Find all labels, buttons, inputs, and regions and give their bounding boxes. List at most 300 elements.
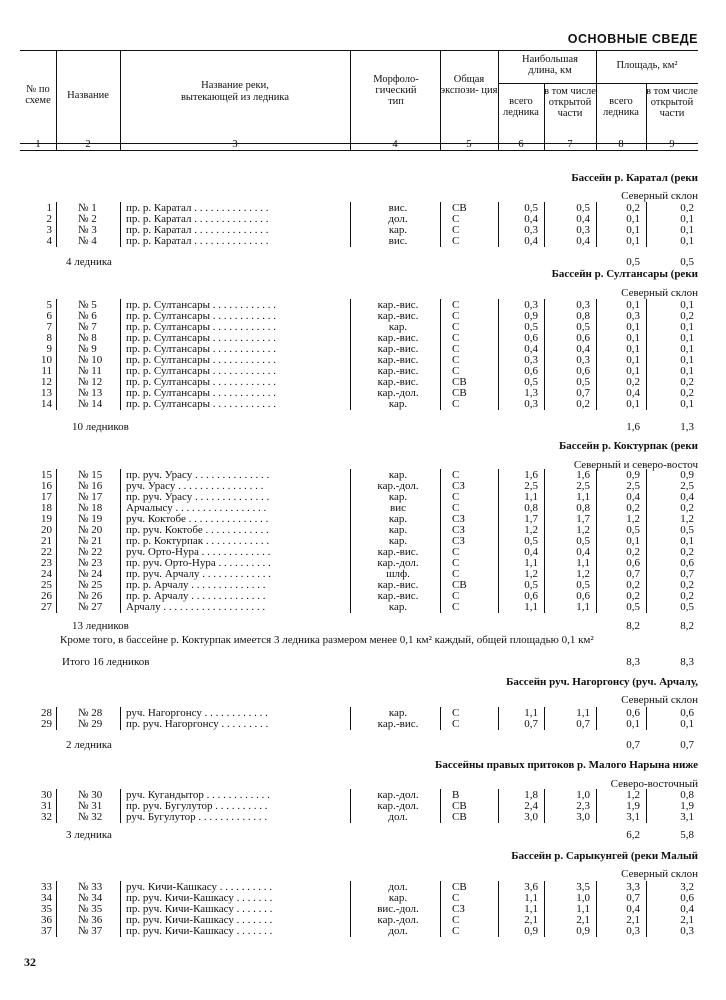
table-header (20, 50, 698, 150)
section-subtitle: Северный склон (621, 287, 698, 299)
exposition: С (452, 546, 460, 558)
area-total: 0,7 (626, 892, 640, 904)
length-total: 1,6 (524, 469, 538, 481)
area-open: 2,5 (680, 480, 694, 492)
length-open: 1,0 (576, 789, 590, 801)
column-rule (498, 469, 499, 613)
column-rule (544, 789, 545, 823)
river-name: пр. р. Арчалу . . . . . . . . . . . . . . (126, 580, 266, 591)
river-name: пр. р. Султансары . . . . . . . . . . . . (126, 366, 276, 377)
area-total: 3,1 (626, 811, 640, 823)
exposition: С (452, 469, 460, 481)
section-total-label: 2 ледника (66, 739, 112, 751)
grand-total-open: 8,3 (680, 656, 694, 668)
river-name: пр. руч. Кичи-Кашкасу . . . . . . . (126, 893, 273, 904)
area-open: 0,9 (680, 469, 694, 481)
length-total: 2,1 (524, 914, 538, 926)
scheme-number: 3 (46, 224, 52, 236)
area-open: 0,6 (680, 707, 694, 719)
length-total: 1,2 (524, 524, 538, 536)
running-head: ОСНОВНЫЕ СВЕДЕ (567, 32, 698, 46)
scheme-number: 12 (41, 376, 52, 388)
glacier-name: № 3 (78, 224, 97, 236)
column-number: 7 (567, 139, 573, 150)
scheme-number: 6 (46, 310, 52, 322)
section-total-open: 8,2 (680, 620, 694, 632)
column-rule (350, 299, 351, 410)
morph-type: кар. (388, 601, 408, 613)
area-total: 0,2 (626, 590, 640, 602)
area-open: 0,1 (680, 332, 694, 344)
column-rule (120, 202, 121, 247)
length-open: 0,5 (576, 202, 590, 214)
column-rule (646, 707, 647, 730)
length-open: 1,0 (576, 892, 590, 904)
length-total: 1,1 (524, 557, 538, 569)
length-open: 0,5 (576, 321, 590, 333)
scheme-number: 8 (46, 332, 52, 344)
area-total: 0,1 (626, 365, 640, 377)
column-rule (440, 202, 441, 247)
glacier-name: № 23 (78, 557, 103, 569)
area-open: 0,6 (680, 557, 694, 569)
column-rule (56, 202, 57, 247)
area-total: 0,3 (626, 925, 640, 937)
exposition: С (452, 365, 460, 377)
page-number: 32 (24, 955, 36, 969)
area-total: 2,5 (626, 480, 640, 492)
glacier-name: № 34 (78, 892, 103, 904)
column-rule (498, 707, 499, 730)
column-rule (544, 299, 545, 410)
length-open: 1,1 (576, 601, 590, 613)
column-number: 4 (392, 139, 398, 150)
section-subtitle: Северный склон (621, 868, 698, 880)
section-title: Бассейн руч. Нагоргонсу (руч. Арчалу, (506, 676, 698, 688)
column-number: 5 (466, 139, 472, 150)
column-rule (120, 881, 121, 937)
morph-type: кар.-вис. (377, 354, 419, 366)
column-rule (120, 707, 121, 730)
header-river-a: Название реки, (201, 80, 269, 91)
area-open: 0,2 (680, 502, 694, 514)
column-rule (56, 469, 57, 613)
scheme-number: 23 (41, 557, 52, 569)
exposition: СВ (452, 387, 467, 399)
column-rule (544, 707, 545, 730)
glacier-name: № 13 (78, 387, 103, 399)
river-name: пр. р. Султансары . . . . . . . . . . . . (126, 344, 276, 355)
area-open: 0,1 (680, 354, 694, 366)
river-name: пр. р. Султансары . . . . . . . . . . . . (126, 311, 276, 322)
glacier-name: № 12 (78, 376, 103, 388)
river-name: пр. р. Каратал . . . . . . . . . . . . . . (126, 214, 269, 225)
length-open: 0,6 (576, 365, 590, 377)
exposition: С (452, 310, 460, 322)
length-total: 0,3 (524, 398, 538, 410)
header-area-total: всего ледника (603, 96, 639, 118)
column-rule (440, 881, 441, 937)
length-open: 0,7 (576, 387, 590, 399)
length-open: 1,2 (576, 524, 590, 536)
length-open: 0,4 (576, 235, 590, 247)
glacier-name: № 30 (78, 789, 103, 801)
glacier-name: № 25 (78, 579, 103, 591)
length-total: 3,0 (524, 811, 538, 823)
area-total: 0,4 (626, 903, 640, 915)
scheme-number: 4 (46, 235, 52, 247)
area-total: 3,3 (626, 881, 640, 893)
scheme-number: 13 (41, 387, 52, 399)
area-open: 0,1 (680, 321, 694, 333)
section-subtitle: Северный и северо-восточ (573, 459, 698, 471)
river-name: пр. руч. Урасу . . . . . . . . . . . . . . (126, 492, 270, 503)
exposition: С (452, 398, 460, 410)
scheme-number: 30 (41, 789, 52, 801)
river-name: пр. р. Каратал . . . . . . . . . . . . . . (126, 225, 269, 236)
river-name: пр. р. Каратал . . . . . . . . . . . . . . (126, 203, 269, 214)
river-name: пр. р. Султансары . . . . . . . . . . . . (126, 300, 276, 311)
exposition: СЗ (452, 535, 465, 547)
area-open: 1,2 (680, 513, 694, 525)
section-note: Кроме того, в бассейне р. Коктурпак имеется 3 ледника размером менее 0,1 км² каждый, общей площадью 0,1 км² (60, 634, 594, 646)
scheme-number: 36 (41, 914, 52, 926)
area-open: 0,2 (680, 376, 694, 388)
area-open: 0,2 (680, 202, 694, 214)
river-name: руч. Бугулутор . . . . . . . . . . . . . (126, 812, 268, 823)
length-total: 2,5 (524, 480, 538, 492)
header-name: Название (67, 90, 109, 101)
glacier-name: № 28 (78, 707, 103, 719)
morph-type: кар.-вис. (377, 343, 419, 355)
exposition: С (452, 354, 460, 366)
exposition: СЗ (452, 524, 465, 536)
length-open: 0,5 (576, 376, 590, 388)
column-rule (350, 202, 351, 247)
scheme-number: 9 (46, 343, 52, 355)
length-open: 0,4 (576, 546, 590, 558)
section-total-area: 6,2 (626, 829, 640, 841)
column-rule (544, 469, 545, 613)
morph-type: кар. (388, 707, 408, 719)
area-total: 1,9 (626, 800, 640, 812)
scheme-number: 1 (46, 202, 52, 214)
scheme-number: 28 (41, 707, 52, 719)
column-rule (646, 299, 647, 410)
glacier-name: № 36 (78, 914, 103, 926)
column-number: 6 (518, 139, 524, 150)
length-total: 0,5 (524, 579, 538, 591)
glacier-name: № 4 (78, 235, 97, 247)
area-open: 0,1 (680, 299, 694, 311)
river-name: руч. Коктобе . . . . . . . . . . . . . . . (126, 514, 269, 525)
length-total: 0,6 (524, 365, 538, 377)
glacier-name: № 19 (78, 513, 103, 525)
exposition: С (452, 299, 460, 311)
morph-type: кар.-вис. (377, 365, 419, 377)
column-rule (498, 789, 499, 823)
scheme-number: 34 (41, 892, 52, 904)
area-total: 0,4 (626, 387, 640, 399)
length-total: 0,9 (524, 925, 538, 937)
morph-type: вис. (388, 202, 408, 214)
morph-type: вис.-дол. (377, 903, 419, 915)
column-rule (56, 789, 57, 823)
column-rule (596, 881, 597, 937)
length-total: 2,4 (524, 800, 538, 812)
header-morph-type: Морфоло- гический тип (373, 74, 419, 107)
area-open: 0,1 (680, 343, 694, 355)
morph-type: вис. (388, 235, 408, 247)
river-name: пр. руч. Нагоргонсу . . . . . . . . . (126, 719, 269, 730)
length-open: 0,7 (576, 718, 590, 730)
length-open: 0,8 (576, 310, 590, 322)
river-name: Арчалысу . . . . . . . . . . . . . . . . . (126, 503, 267, 514)
section-subtitle: Северный склон (621, 694, 698, 706)
morph-type: кар.-вис. (377, 579, 419, 591)
exposition: СВ (452, 202, 467, 214)
glacier-name: № 27 (78, 601, 103, 613)
morph-type: кар. (388, 398, 408, 410)
length-total: 3,6 (524, 881, 538, 893)
glacier-name: № 15 (78, 469, 103, 481)
exposition: С (452, 332, 460, 344)
column-rule (350, 469, 351, 613)
glacier-name: № 21 (78, 535, 103, 547)
exposition: СВ (452, 800, 467, 812)
length-total: 0,5 (524, 535, 538, 547)
column-rule (544, 202, 545, 247)
glacier-name: № 32 (78, 811, 103, 823)
section-title: Бассейн р. Каратал (реки (571, 172, 698, 184)
length-total: 1,1 (524, 892, 538, 904)
column-number: 3 (232, 139, 238, 150)
header-area-group: Площадь, км² (616, 60, 678, 71)
column-rule (596, 299, 597, 410)
glacier-name: № 16 (78, 480, 103, 492)
length-total: 1,8 (524, 789, 538, 801)
river-name: руч. Кугандытор . . . . . . . . . . . . (126, 790, 270, 801)
area-open: 0,5 (680, 601, 694, 613)
length-open: 3,0 (576, 811, 590, 823)
scheme-number: 5 (46, 299, 52, 311)
column-rule (350, 789, 351, 823)
morph-type: кар. (388, 513, 408, 525)
exposition: В (452, 789, 460, 801)
river-name: пр. руч. Арчалу . . . . . . . . . . . . . (126, 569, 271, 580)
length-open: 0,2 (576, 398, 590, 410)
morph-type: кар.-вис. (377, 332, 419, 344)
river-name: пр. руч. Коктобе . . . . . . . . . . . . (126, 525, 269, 536)
length-open: 0,9 (576, 925, 590, 937)
section-subtitle: Северо-восточный (610, 778, 698, 790)
area-total: 0,1 (626, 354, 640, 366)
section-total-open: 1,3 (680, 421, 694, 433)
length-open: 1,6 (576, 469, 590, 481)
glacier-name: № 35 (78, 903, 103, 915)
column-number: 9 (669, 139, 675, 150)
scheme-number: 37 (41, 925, 52, 937)
area-total: 0,2 (626, 202, 640, 214)
glacier-name: № 14 (78, 398, 103, 410)
area-total: 0,9 (626, 469, 640, 481)
area-open: 0,1 (680, 224, 694, 236)
section-title: Бассейны правых притоков р. Малого Нарына ниже (435, 759, 698, 771)
morph-type: кар.-вис. (377, 310, 419, 322)
river-name: пр. руч. Кичи-Кашкасу . . . . . . . (126, 915, 273, 926)
length-total: 1,3 (524, 387, 538, 399)
glacier-name: № 24 (78, 568, 103, 580)
area-open: 1,9 (680, 800, 694, 812)
exposition: С (452, 343, 460, 355)
glacier-name: № 37 (78, 925, 103, 937)
morph-type: шлф. (386, 568, 410, 580)
scheme-number: 10 (41, 354, 52, 366)
exposition: СВ (452, 376, 467, 388)
column-rule (596, 202, 597, 247)
section-total-open: 0,7 (680, 739, 694, 751)
area-open: 3,1 (680, 811, 694, 823)
length-total: 0,9 (524, 310, 538, 322)
area-total: 1,2 (626, 789, 640, 801)
area-total: 0,1 (626, 343, 640, 355)
area-total: 0,1 (626, 224, 640, 236)
area-total: 0,7 (626, 568, 640, 580)
column-rule (544, 881, 545, 937)
scheme-number: 22 (41, 546, 52, 558)
glacier-name: № 7 (78, 321, 97, 333)
glacier-name: № 22 (78, 546, 103, 558)
column-rule (350, 881, 351, 937)
column-rule (646, 789, 647, 823)
section-total-area: 8,2 (626, 620, 640, 632)
section-total-label: 3 ледника (66, 829, 112, 841)
morph-type: кар. (388, 491, 408, 503)
morph-type: кар.-дол. (377, 557, 419, 569)
section-total-area: 0,7 (626, 739, 640, 751)
area-total: 0,2 (626, 502, 640, 514)
length-open: 1,1 (576, 557, 590, 569)
area-open: 2,1 (680, 914, 694, 926)
morph-type: кар.-вис. (377, 376, 419, 388)
river-name: пр. р. Султансары . . . . . . . . . . . . (126, 388, 276, 399)
scheme-number: 14 (41, 398, 52, 410)
column-rule (596, 789, 597, 823)
column-rule (646, 881, 647, 937)
exposition: СЗ (452, 513, 465, 525)
area-total: 0,4 (626, 491, 640, 503)
exposition: С (452, 590, 460, 602)
river-name: пр. р. Султансары . . . . . . . . . . . . (126, 377, 276, 388)
area-total: 0,1 (626, 235, 640, 247)
glacier-name: № 6 (78, 310, 97, 322)
river-name: пр. руч. Кичи-Кашкасу . . . . . . . (126, 904, 273, 915)
column-rule (350, 707, 351, 730)
exposition: С (452, 224, 460, 236)
scheme-number: 11 (41, 365, 52, 377)
river-name: пр. руч. Орто-Нура . . . . . . . . . . (126, 558, 271, 569)
area-total: 0,5 (626, 601, 640, 613)
area-open: 3,2 (680, 881, 694, 893)
morph-type: кар.-вис. (377, 718, 419, 730)
scheme-number: 21 (41, 535, 52, 547)
length-open: 0,3 (576, 299, 590, 311)
scheme-number: 18 (41, 502, 52, 514)
area-open: 0,2 (680, 546, 694, 558)
glacier-name: № 20 (78, 524, 103, 536)
length-total: 0,5 (524, 376, 538, 388)
exposition: СВ (452, 811, 467, 823)
section-title: Бассейн р. Сарыкунгей (реки Малый (511, 850, 698, 862)
morph-type: дол. (388, 881, 408, 893)
exposition: С (452, 914, 460, 926)
exposition: С (452, 213, 460, 225)
scheme-number: 2 (46, 213, 52, 225)
exposition: СВ (452, 579, 467, 591)
column-number: 8 (618, 139, 624, 150)
morph-type: кар.-вис. (377, 546, 419, 558)
section-title: Бассейн р. Коктурпак (реки (558, 440, 698, 452)
length-open: 2,1 (576, 914, 590, 926)
glacier-name: № 26 (78, 590, 103, 602)
exposition: С (452, 601, 460, 613)
area-total: 0,2 (626, 376, 640, 388)
scheme-number: 17 (41, 491, 52, 503)
glacier-name: № 1 (78, 202, 97, 214)
header-length-group: Наибольшая длина, км (522, 54, 578, 76)
area-total: 0,1 (626, 299, 640, 311)
area-open: 0,1 (680, 213, 694, 225)
area-open: 0,4 (680, 491, 694, 503)
scheme-number: 32 (41, 811, 52, 823)
length-total: 0,6 (524, 590, 538, 602)
area-open: 0,2 (680, 387, 694, 399)
exposition: С (452, 568, 460, 580)
length-total: 0,4 (524, 546, 538, 558)
grand-total-area: 8,3 (626, 656, 640, 668)
length-open: 0,8 (576, 502, 590, 514)
length-total: 1,2 (524, 568, 538, 580)
river-name: пр. руч. Бугулутор . . . . . . . . . . (126, 801, 268, 812)
area-total: 0,1 (626, 332, 640, 344)
exposition: С (452, 718, 460, 730)
glacier-name: № 8 (78, 332, 97, 344)
section-subtitle: Северный склон (621, 190, 698, 202)
area-open: 0,1 (680, 398, 694, 410)
morph-type: кар. (388, 469, 408, 481)
glacier-name: № 17 (78, 491, 103, 503)
area-open: 0,2 (680, 590, 694, 602)
section-total-area: 0,5 (626, 256, 640, 268)
exposition: СЗ (452, 480, 465, 492)
area-total: 0,6 (626, 557, 640, 569)
river-name: пр. р. Султансары . . . . . . . . . . . . (126, 355, 276, 366)
section-total-label: 13 ледников (72, 620, 129, 632)
morph-type: кар.-дол. (377, 387, 419, 399)
exposition: С (452, 892, 460, 904)
scheme-number: 19 (41, 513, 52, 525)
area-open: 0,1 (680, 365, 694, 377)
column-rule (440, 299, 441, 410)
column-rule (440, 469, 441, 613)
column-rule (440, 707, 441, 730)
morph-type: кар.-вис. (377, 590, 419, 602)
area-total: 0,1 (626, 213, 640, 225)
length-total: 1,1 (524, 601, 538, 613)
header-river-b: вытекающей из ледника (180, 92, 290, 103)
exposition: С (452, 235, 460, 247)
header-length-open: в том числе открытой части (544, 86, 596, 119)
